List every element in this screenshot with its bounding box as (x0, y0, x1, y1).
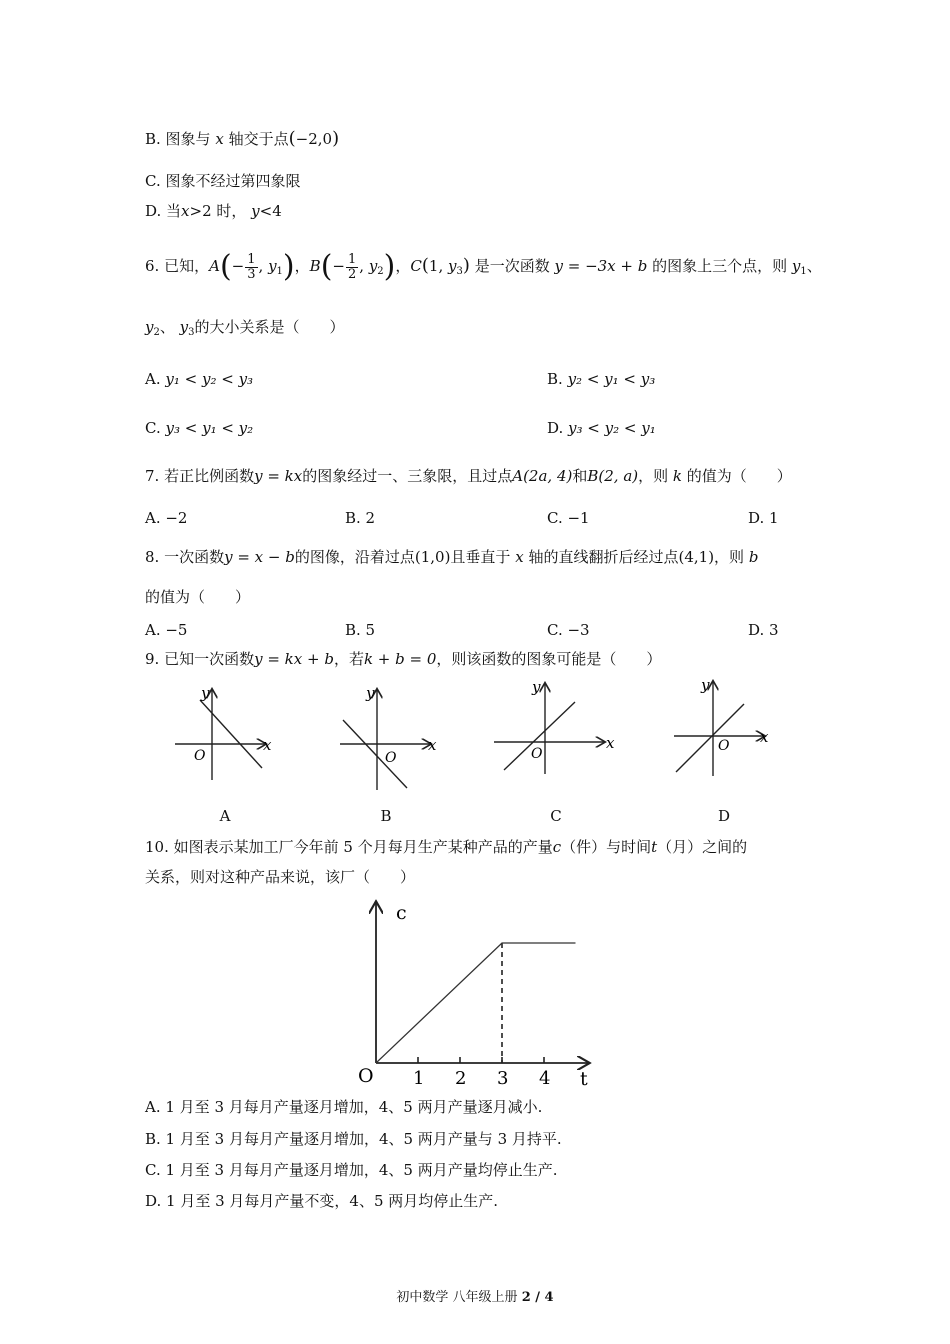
page-footer (0, 1286, 950, 1305)
q6-stem: 6. 已知，A(− $\frac{1}{3}$ , $y_1$)，B(− $\frac{1}{2}$ , $y_2$)，C(1, $y_3$) 是一次函数 y = −3x + b 的图象上三个点，则 $y_1$、 (145, 249, 822, 284)
chart-tick-label-2: 2 (455, 1068, 467, 1089)
q9-label-d: D (717, 807, 731, 825)
chart-ticks (413, 1057, 550, 1089)
q6-option-b: B. y₂ < y₁ < y₃ (547, 370, 656, 388)
q6-option-a: A. y₁ < y₂ < y₃ (145, 370, 254, 388)
q8-option-d: D. 3 (748, 621, 779, 639)
q7-option-a: A. −2 (145, 509, 188, 527)
q9-graph-b (335, 680, 445, 790)
q5-option-c: C. 图象不经过第四象限 (145, 172, 301, 190)
x-label: x (760, 728, 769, 746)
chart-x-label: t (580, 1068, 588, 1090)
q5-option-d: D. 当x>2 时， y<4 (145, 202, 282, 220)
q7-stem: 7. 若正比例函数y = kx的图象经过一、三象限，且过点A(2a, 4)和B(2, a)，则 k 的值为（ ） (145, 467, 792, 485)
q8-option-c: C. −3 (547, 621, 590, 639)
x-label: x (428, 736, 437, 754)
origin-label: O (531, 746, 543, 762)
q9-graph-a (170, 680, 280, 780)
q8-option-b: B. 5 (345, 621, 376, 639)
q9-graph-c (490, 676, 620, 776)
chart-y-label: c (396, 902, 407, 924)
q9-graph-d (672, 674, 782, 778)
q10-option-b: B. 1 月至 3 月每月产量逐月增加，4、5 两月产量与 3 月持平. (145, 1130, 562, 1148)
q9-label-b: B (380, 807, 392, 825)
q8-stem: 8. 一次函数y = x − b的图像，沿着过点(1,0)且垂直于 x 轴的直线翻折后经过点(4,1)，则 b (145, 548, 759, 566)
q10-chart (350, 895, 600, 1090)
y-label: y (366, 684, 375, 702)
chart-tick-label-4: 4 (539, 1068, 551, 1089)
chart-tick-label-3: 3 (497, 1068, 509, 1089)
q9-stem: 9. 已知一次函数y = kx + b，若k + b = 0，则该函数的图象可能是（ ） (145, 650, 662, 668)
q5-option-b: B. 图象与 x 轴交于点(−2,0) (145, 128, 340, 149)
q9-label-a: A (219, 807, 231, 825)
q8-option-a: A. −5 (145, 621, 188, 639)
q10-stem: 10. 如图表示某加工厂今年前 5 个月每月生产某种产品的产量c（件）与时间t（月）之间的 (145, 838, 748, 856)
q7-option-d: D. 1 (748, 509, 779, 527)
origin-label: O (194, 748, 206, 764)
q7-option-b: B. 2 (345, 509, 376, 527)
function-line (676, 704, 744, 772)
q6-option-c: C. y₃ < y₁ < y₂ (145, 419, 254, 437)
q6-stem-line2: $y_2$、 $y_3$的大小关系是（ ） (145, 318, 345, 338)
q10-stem-line2: 关系，则对这种产品来说，该厂（ ） (145, 868, 416, 886)
q10-option-a: A. 1 月至 3 月每月产量逐月增加，4、5 两月产量逐月减小. (145, 1098, 543, 1116)
q7-option-c: C. −1 (547, 509, 590, 527)
y-label: y (532, 678, 541, 696)
q10-option-c: C. 1 月至 3 月每月产量逐月增加，4、5 两月产量均停止生产. (145, 1161, 558, 1179)
footer-text: 初中数学 八年级上册 (396, 1290, 518, 1305)
chart-tick-label-1: 1 (413, 1068, 425, 1089)
x-label: x (606, 734, 615, 752)
origin-label: O (385, 750, 397, 766)
y-label: y (201, 684, 210, 702)
function-line (200, 700, 262, 768)
chart-series-line (376, 943, 576, 1063)
q9-label-c: C (550, 807, 562, 825)
q10-option-d: D. 1 月至 3 月每月产量不变，4、5 两月均停止生产. (145, 1192, 499, 1210)
page-number: 2 / 4 (521, 1290, 554, 1305)
origin-label: O (718, 738, 730, 754)
y-label: y (701, 676, 710, 694)
q8-stem-line2: 的值为（ ） (145, 588, 251, 606)
chart-origin-label: O (358, 1065, 374, 1087)
q6-option-d: D. y₃ < y₂ < y₁ (547, 419, 656, 437)
x-label: x (263, 736, 272, 754)
function-line (343, 720, 407, 788)
